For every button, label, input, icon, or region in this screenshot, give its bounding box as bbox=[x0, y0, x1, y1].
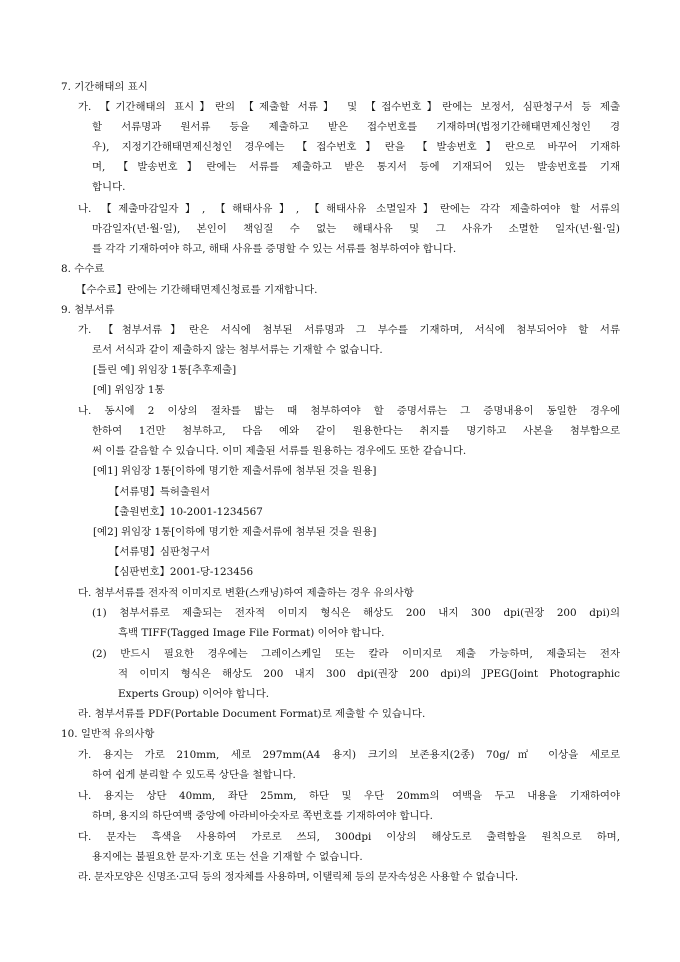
paragraph-line: (2) 반드시 필요한 경우에는 그레이스케일 또는 칼라 이미지로 제출 가능하며, 제출되는 전자 bbox=[92, 648, 620, 660]
example-line: [예] 위임장 1통 bbox=[93, 384, 165, 396]
example-detail: 【심판번호】2001-당-123456 bbox=[109, 566, 254, 578]
paragraph-line: 써 이를 갈음할 수 있습니다. 이미 제출된 서류를 원용하는 경우에도 또한 같습니다. bbox=[92, 445, 467, 457]
paragraph-line: 할 서류명과 원서류 등을 제출하고 받은 접수번호를 기재하며(법정기간해태면제신청인 경 bbox=[92, 121, 620, 133]
paragraph-line: Experts Group) 이어야 합니다. bbox=[118, 688, 270, 700]
paragraph-line: 나. 동시에 2 이상의 절차를 밟는 때 첨부하여야 할 증명서류는 그 증명내용이 동일한 경우에 bbox=[78, 405, 620, 417]
section-heading: 9. 첨부서류 bbox=[61, 304, 115, 316]
example-detail: 【출원번호】10-2001-1234567 bbox=[109, 506, 263, 518]
paragraph-line: 흑백 TIFF(Tagged Image File Format) 이어야 합니다. bbox=[118, 627, 385, 639]
paragraph-line: 가. 【첨부서류】란은 서식에 첨부된 서류명과 그 부수를 기재하며, 서식에 첨부되어야 할 서류 bbox=[78, 324, 620, 336]
example-line: [틀린 예] 위임장 1통[추후제출] bbox=[93, 364, 237, 376]
paragraph-line: 우), 지정기간해태면제신청인 경우에는 【접수번호】란을 【발송번호】란으로 바꾸어 기재하 bbox=[92, 141, 620, 153]
paragraph-line: 나. 【제출마감일자】, 【해태사유】, 【해태사유 소멸일자】란에는 각각 제출하여야 할 서류의 bbox=[78, 203, 620, 215]
paragraph-line: 하여 쉽게 분리할 수 있도록 상단을 철합니다. bbox=[92, 769, 296, 781]
paragraph-line: 적 이미지 형식은 해상도 200 내지 300 dpi(권장 200 dpi)의 JPEG(Joint Photographic bbox=[118, 668, 620, 680]
paragraph-line: 라. 문자모양은 신명조·고딕 등의 정자체를 사용하며, 이탤릭체 등의 문자속성은 사용할 수 없습니다. bbox=[78, 871, 519, 883]
paragraph-line: 다. 첨부서류를 전자적 이미지로 변환(스캐닝)하여 제출하는 경우 유의사항 bbox=[78, 587, 414, 599]
section-heading: 8. 수수료 bbox=[61, 263, 105, 275]
paragraph-line: 를 각각 기재하여야 하고, 해태 사유를 증명할 수 있는 서류를 첨부하여야 합니다. bbox=[92, 243, 457, 255]
section-heading: 10. 일반적 유의사항 bbox=[61, 728, 155, 740]
paragraph-line: 합니다. bbox=[92, 181, 126, 193]
paragraph-line: 며, 【발송번호】란에는 서류를 제출하고 받은 통지서 등에 기재되어 있는 발송번호를 기재 bbox=[92, 161, 620, 173]
paragraph-line: 마감일자(년·월·일), 본인이 책임질 수 없는 해태사유 및 그 사유가 소멸한 일자(년·월·일) bbox=[92, 223, 620, 235]
paragraph-line: 나. 용지는 상단 40mm, 좌단 25mm, 하단 및 우단 20mm의 여백을 두고 내용을 기재하여야 bbox=[78, 790, 620, 802]
paragraph-line: 가. 용지는 가로 210mm, 세로 297mm(A4 용지) 크기의 보존용지(2종) 70g/㎡ 이상을 세로로 bbox=[78, 749, 620, 761]
example-detail: 【서류명】심판청구서 bbox=[109, 546, 211, 558]
example-detail: 【서류명】특허출원서 bbox=[109, 486, 211, 498]
example-line: [예2] 위임장 1통[이하에 명기한 제출서류에 첨부된 것을 원용] bbox=[93, 526, 377, 538]
section-heading: 7. 기간해태의 표시 bbox=[61, 81, 148, 93]
paragraph-line: 다. 문자는 흑색을 사용하여 가로로 쓰되, 300dpi 이상의 해상도로 출력함을 원칙으로 하며, bbox=[78, 831, 620, 843]
paragraph-line: 라. 첨부서류를 PDF(Portable Document Format)로 제출할 수 있습니다. bbox=[78, 708, 426, 720]
paragraph-line: 한하여 1건만 첨부하고, 다음 예와 같이 원용한다는 취지를 명기하고 사본을 첨부함으로 bbox=[92, 425, 620, 437]
paragraph-line: 【수수료】란에는 기간해태면제신청료를 기재합니다. bbox=[76, 284, 318, 296]
example-line: [예1] 위임장 1통[이하에 명기한 제출서류에 첨부된 것을 원용] bbox=[93, 465, 377, 477]
paragraph-line: (1) 첨부서류로 제출되는 전자적 이미지 형식은 해상도 200 내지 300 dpi(권장 200 dpi)의 bbox=[92, 607, 620, 619]
paragraph-line: 로서 서식과 같이 제출하지 않는 첨부서류는 기재할 수 없습니다. bbox=[92, 344, 383, 356]
paragraph-line: 용지에는 불필요한 문자·기호 또는 선을 기재할 수 없습니다. bbox=[92, 851, 363, 863]
paragraph-line: 가. 【기간해태의 표시】란의 【제출할 서류】 및 【접수번호】란에는 보정서, 심판청구서 등 제출 bbox=[78, 101, 620, 113]
paragraph-line: 하며, 용지의 하단여백 중앙에 아라비아숫자로 쪽번호를 기재하여야 합니다. bbox=[92, 810, 433, 822]
